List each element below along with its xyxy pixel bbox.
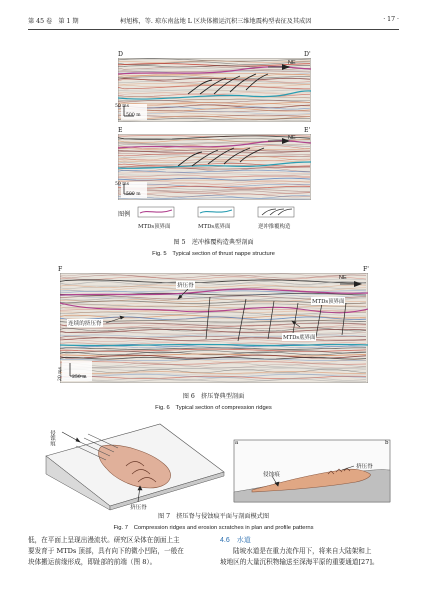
- fig5-legend: [118, 205, 318, 235]
- fig5-d-direction-label: NE: [288, 60, 296, 66]
- legend-item-bottom: MTDs底界面: [198, 224, 231, 230]
- fig5-caption-en: Fig. 5 Typical section of thrust nappe structure: [152, 251, 275, 257]
- fig6-caption-cn: 图 6 挤压脊典型剖面: [182, 393, 245, 400]
- fig5-seismic-section-e: [118, 134, 311, 200]
- fig6-distance-scale: 250 m: [72, 375, 87, 380]
- body-left-line-3: 块体搬运前缘形成，即趾部的前端（图 8）。: [28, 558, 157, 566]
- fig5-e-time-scale: 50 ms: [115, 182, 130, 187]
- fig5-d-label: D: [118, 51, 123, 58]
- header-volume: 第 45 卷 第 1 期: [28, 18, 79, 25]
- running-header: [28, 16, 399, 28]
- fig6-caption-en: Fig. 6 Typical section of compression ridges: [155, 405, 272, 411]
- fig5-d-time-scale: 50 ms: [115, 104, 130, 109]
- fig7-caption-en: Fig. 7 Compression ridges and erosion scratches in plan and profile patterns: [113, 525, 314, 531]
- fig7-profile-a-label: a: [235, 440, 239, 446]
- fig5-caption-cn: 图 5 逆冲推覆构造典型剖面: [173, 239, 254, 246]
- legend-bottom-surface-swatch: [200, 210, 232, 213]
- fig5-seismic-section-d: [118, 58, 311, 122]
- fig5-d-distance-scale: 500 m: [126, 113, 141, 118]
- fig7-profile-ridge-label: 挤压脊: [356, 464, 373, 470]
- legend-top-surface-swatch: [140, 210, 172, 213]
- legend-item-top: MTDs顶界面: [138, 224, 171, 230]
- body-right-line-1: 陆坡水道是在重力流作用下，将来自大陆架和上: [233, 547, 372, 555]
- body-left-column: [28, 535, 214, 568]
- fig6-time-scale: 20 ms: [58, 367, 63, 382]
- legend-thrust-swatch: [262, 209, 292, 215]
- fig6-f-label: F: [58, 266, 63, 273]
- fig7-caption-cn: 图 7 挤压脊与侵蚀痕平面与剖面模式图: [157, 513, 270, 520]
- header-title: 柯旭栋，等. 琼东南盆地 L 区块体搬运沉积三维地震构型表征及其成因: [120, 18, 312, 25]
- fig5-d-prime-label: D': [304, 51, 311, 58]
- fig6-ridge-label: 挤压脊: [177, 283, 194, 289]
- fig6-f-prime-label: F': [363, 266, 369, 273]
- fig7-ridge-label: 挤压脊: [130, 505, 147, 511]
- body-left-line-2: 要发育于 MTDs 顶部，具有向下的微小凹陷，一般在: [28, 547, 184, 555]
- fig6-seismic-section-f: [60, 273, 368, 383]
- fig5-legend-swatches: [136, 205, 316, 219]
- fig7-profile-diagram: [232, 436, 392, 506]
- body-left-line-1: 低，在平面上呈现出漫流状。研究区朵体在剖面上主: [28, 536, 180, 544]
- fig6-continuous-ridge-label: 连续的挤压脊: [68, 321, 102, 327]
- fig5-e-label: E: [118, 127, 123, 134]
- fig5-e-prime-label: E': [304, 127, 311, 134]
- fig6-direction-label: NE: [339, 275, 347, 281]
- section-title-channel: 4.6 水道: [220, 537, 251, 544]
- header-page-number: · 17 ·: [383, 16, 399, 23]
- fig5-legend-title: 图例: [118, 211, 131, 218]
- fig6-top-surface-label: MTDs顶界面: [312, 299, 345, 305]
- fig5-e-distance-scale: 500 m: [126, 192, 141, 197]
- legend-item-thrust: 逆冲推覆构造: [258, 224, 291, 230]
- body-right-line-2: 坡地区的大量沉积物输送至深海平原的重要通道[27]。: [220, 558, 379, 566]
- body-right-column: [220, 546, 402, 568]
- fig6-bottom-surface-label: MTDs底界面: [283, 335, 316, 341]
- fig5-e-direction-label: NE: [288, 135, 296, 141]
- fig7-plan-diagram: [40, 416, 230, 511]
- fig7-profile-b-label: b: [385, 440, 389, 446]
- fig7-erosion-label: 侵蚀痕: [49, 430, 55, 447]
- fig7-profile-erosion-label: 侵蚀痕: [263, 472, 280, 478]
- header-rule: [28, 29, 399, 30]
